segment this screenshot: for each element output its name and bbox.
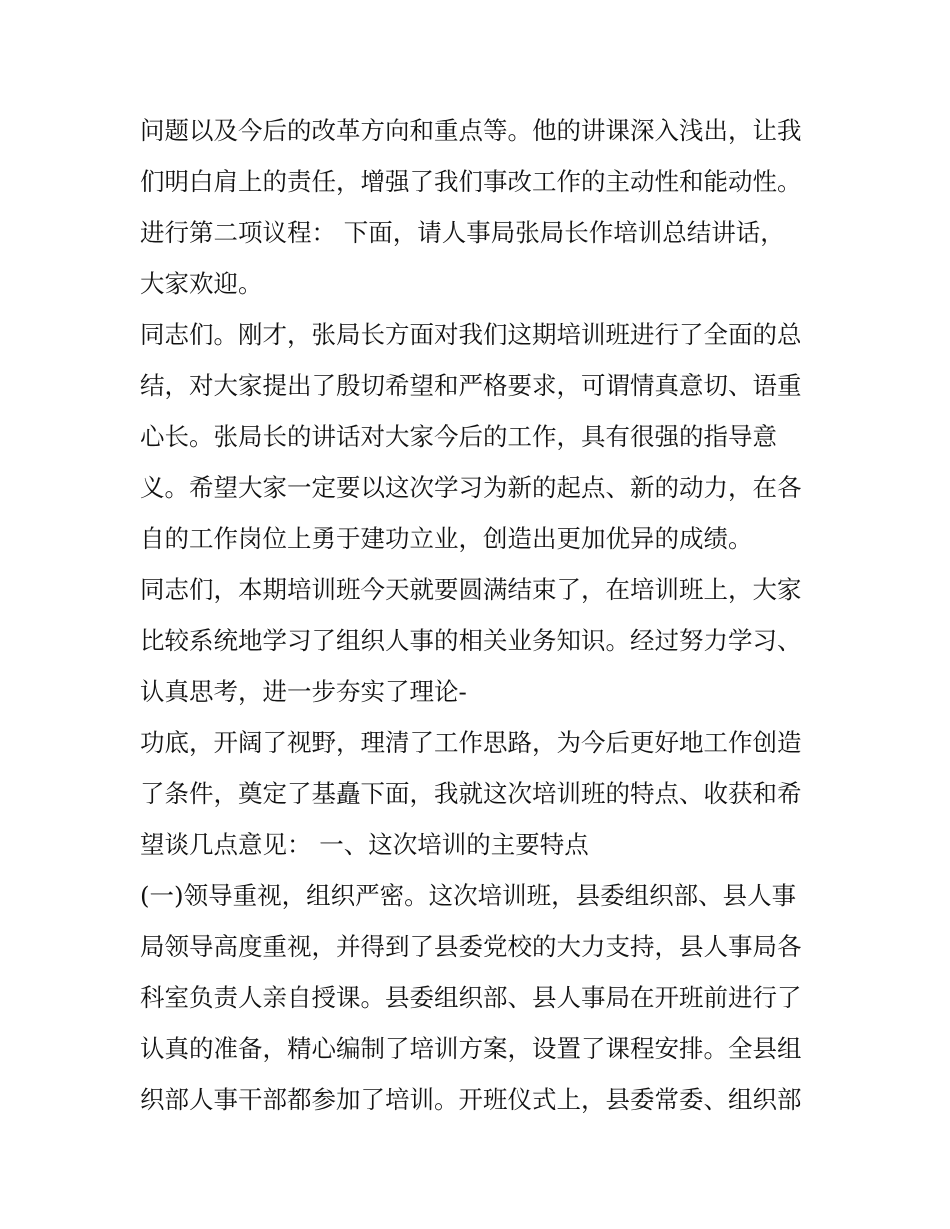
text-line: 功底，开阔了视野，理清了工作思路，为今后更好地工作创造 — [140, 728, 802, 757]
text-line: 织部人事干部都参加了培训。开班仪式上，县委常委、组织部 — [140, 1085, 802, 1114]
text-line: 望谈几点意见： 一、这次培训的主要特点 — [140, 830, 589, 859]
text-line: 科室负责人亲自授课。县委组织部、县人事局在开班前进行了 — [140, 983, 802, 1012]
text-line: 心长。张局长的讲话对大家今后的工作，具有很强的指导意 — [140, 422, 777, 451]
text-line: 问题以及今后的改革方向和重点等。他的讲课深入浅出，让我 — [140, 116, 802, 145]
text-line: 同志们，本期培训班今天就要圆满结束了，在培训班上，大家 — [140, 575, 802, 604]
text-line: 认真的准备，精心编制了培训方案，设置了课程安排。全县组 — [140, 1034, 802, 1063]
text-line: 大家欢迎。 — [140, 269, 263, 298]
text-line: 了条件，奠定了基矗下面，我就这次培训班的特点、收获和希 — [140, 779, 802, 808]
text-line: 们明白肩上的责任，增强了我们事改工作的主动性和能动性。 — [140, 167, 802, 196]
text-line: 比较系统地学习了组织人事的相关业务知识。经过努力学习、 — [140, 626, 802, 655]
text-line: 结，对大家提出了殷切希望和严格要求，可谓情真意切、语重 — [140, 371, 802, 400]
text-line: 认真思考，进一步夯实了理论- — [140, 677, 467, 706]
text-line: 同志们。刚才，张局长方面对我们这期培训班进行了全面的总 — [140, 320, 802, 349]
text-line: 义。希望大家一定要以这次学习为新的起点、新的动力，在各 — [140, 473, 802, 502]
text-line: (一)领导重视，组织严密。这次培训班，县委组织部、县人事 — [140, 881, 797, 910]
text-line: 局领导高度重视，并得到了县委党校的大力支持，县人事局各 — [140, 932, 802, 961]
text-line: 自的工作岗位上勇于建功立业，创造出更加优异的成绩。 — [140, 524, 753, 553]
text-line: 进行第二项议程： 下面，请人事局张局长作培训总结讲话， — [140, 218, 785, 247]
body-text — [140, 105, 830, 1125]
